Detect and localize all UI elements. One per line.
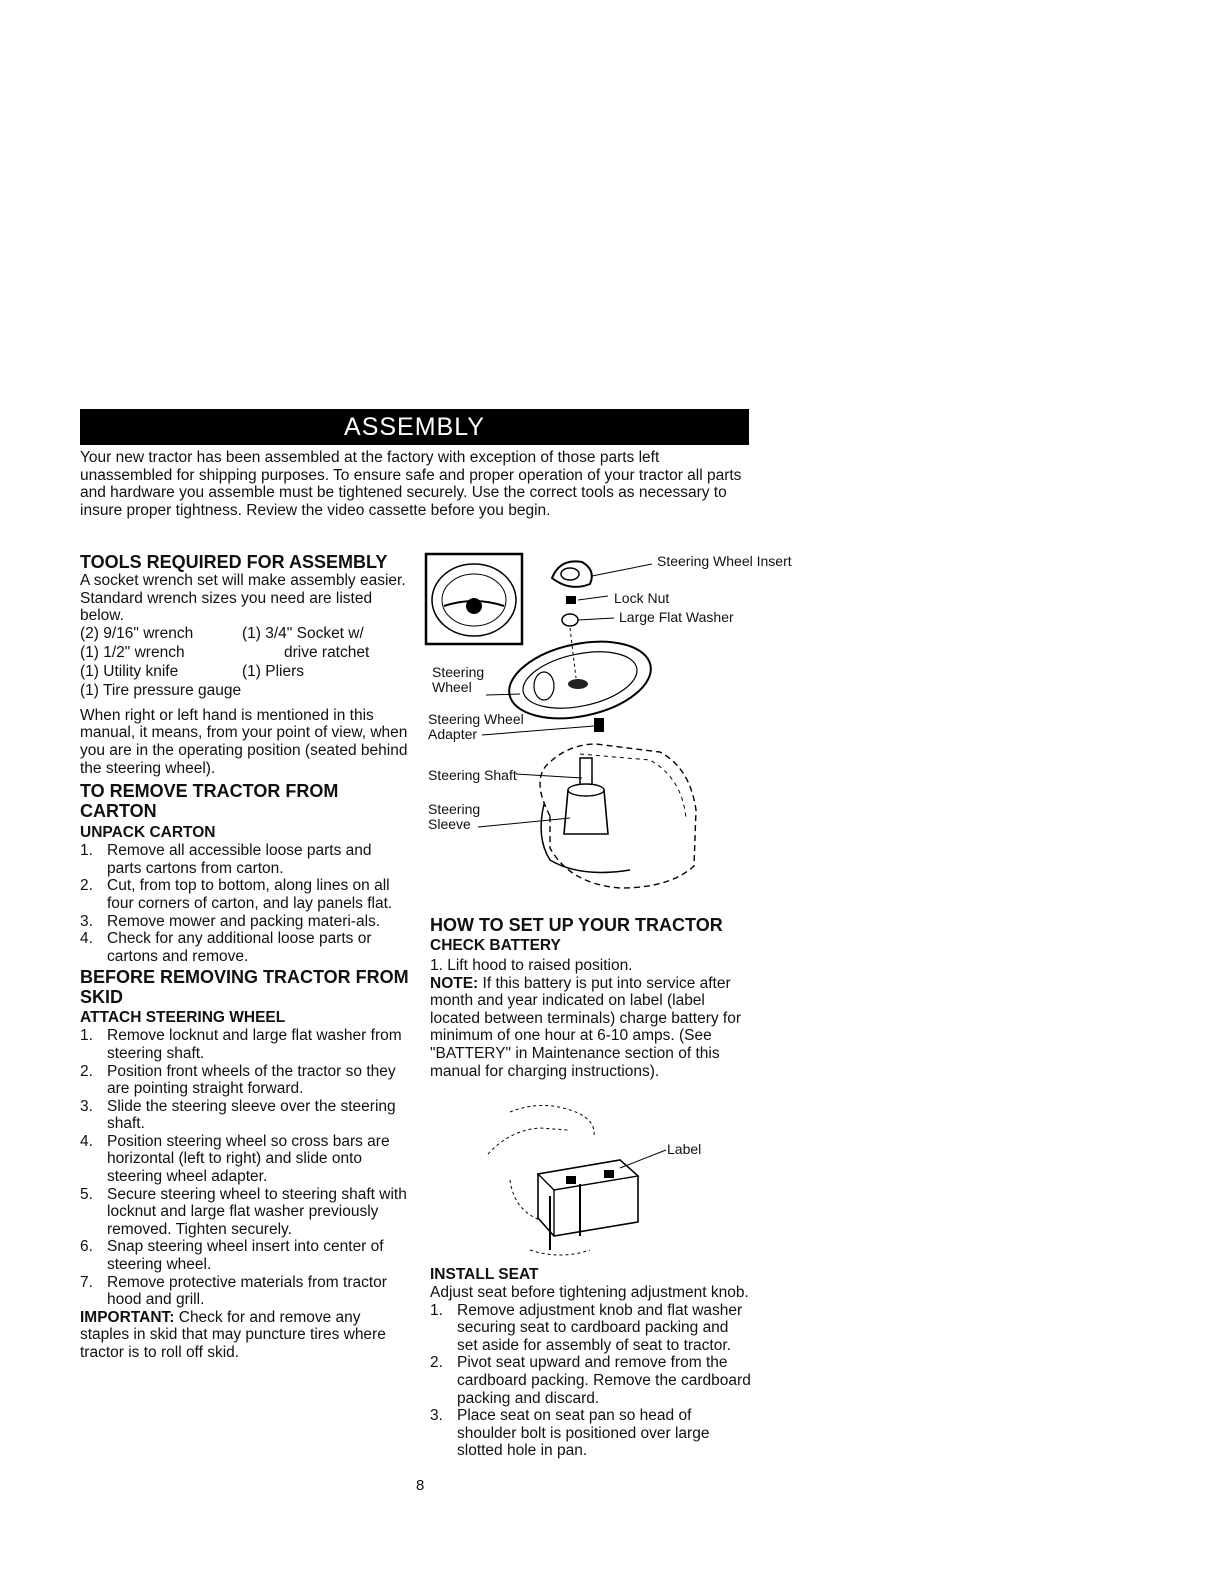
- step-item: [430, 1407, 752, 1460]
- unpack-steps: [80, 842, 410, 965]
- step-item: [80, 930, 410, 965]
- lock-nut-icon: [566, 596, 576, 604]
- step-number: 2.: [430, 1354, 443, 1372]
- unpack-heading: UNPACK CARTON: [80, 824, 216, 842]
- wheel-insert-icon: [552, 561, 592, 587]
- label-insert: Steering Wheel Insert: [657, 553, 792, 569]
- hood-outline: [510, 1105, 594, 1136]
- battery-heading: CHECK BATTERY: [430, 937, 561, 954]
- label-battery-label: Label: [667, 1141, 702, 1157]
- step-text: Cut, from top to bottom, along lines on all four corners of carton, and lay panels flat.: [107, 877, 393, 912]
- seat-steps: [430, 1302, 752, 1460]
- step-item: [80, 1238, 410, 1273]
- step-number: 2.: [80, 1062, 93, 1080]
- step-number: 3.: [80, 912, 93, 930]
- step-item: [80, 842, 410, 877]
- step-number: 1.: [80, 842, 93, 860]
- tool-item: (1) Tire pressure gauge: [80, 681, 242, 699]
- step-number: 4.: [80, 930, 93, 948]
- remove-heading: TO REMOVE TRACTOR FROM CARTON: [80, 781, 339, 822]
- left-column: [80, 552, 410, 1362]
- tool-item: drive ratchet: [284, 643, 370, 661]
- step-text: Pivot seat upward and remove from the cardboard packing. Remove the cardboard packing and discard.: [457, 1354, 751, 1407]
- step-text: Secure steering wheel to steering shaft with locknut and large flat washer previously removed. Tighten securely.: [107, 1185, 407, 1238]
- tools-text: A socket wrench set will make assembly easier. Standard wrench sizes you need are listed below.: [80, 572, 406, 625]
- step-text: Check for any additional loose parts or cartons and remove.: [107, 930, 372, 965]
- step-number: 4.: [80, 1132, 93, 1150]
- hand-note: When right or left hand is mentioned in this manual, it means, from your point of view, when you are in the operating position (seated behind the steering wheel).: [80, 706, 408, 777]
- tool-item: (1) 1/2" wrench: [80, 643, 185, 661]
- step-text: Remove protective materials from tractor hood and grill.: [107, 1273, 387, 1309]
- step-item: [80, 1274, 410, 1309]
- washer-icon: [562, 614, 578, 626]
- important-label: IMPORTANT:: [80, 1308, 175, 1326]
- tool-item: (1) Utility knife: [80, 662, 179, 680]
- step-text: Remove locknut and large flat washer from steering shaft.: [107, 1027, 402, 1062]
- step-text: Remove all accessible loose parts and parts cartons from carton.: [107, 842, 372, 877]
- tool-item: (1) 3/4" Socket w/: [242, 624, 364, 642]
- label-locknut: Lock Nut: [614, 590, 670, 606]
- step-text: Position steering wheel so cross bars are horizontal (left to right) and slide onto steering wheel adapter.: [107, 1132, 390, 1186]
- seat-heading: INSTALL SEAT: [430, 1266, 539, 1283]
- step-item: [430, 1302, 752, 1355]
- attach-wheel-heading: ATTACH STEERING WHEEL: [80, 1009, 286, 1027]
- install-seat-section: [430, 1266, 752, 1460]
- attach-wheel-steps: [80, 1027, 410, 1309]
- battery-note: [430, 975, 750, 1081]
- step-number: 2.: [80, 877, 93, 895]
- tool-item: (1) Pliers: [242, 662, 305, 680]
- tools-list: [80, 625, 410, 701]
- step-item: [80, 1027, 410, 1062]
- step-text: Snap steering wheel insert into center of steering wheel.: [107, 1238, 384, 1274]
- step-item: [80, 877, 410, 912]
- important-note: [80, 1309, 410, 1362]
- setup-heading: HOW TO SET UP YOUR TRACTOR: [430, 915, 723, 935]
- step-item: [430, 1354, 752, 1407]
- battery-diagram: [470, 1100, 710, 1260]
- step-text: Remove adjustment knob and flat washer securing seat to cardboard packing and set aside for assembly of seat to tractor.: [457, 1301, 743, 1354]
- label-sleeve: Steering Sleeve: [428, 801, 481, 832]
- step-number: 1.: [430, 1301, 443, 1319]
- step-number: 6.: [80, 1238, 93, 1256]
- step-item: [80, 1063, 410, 1098]
- skid-heading: BEFORE REMOVING TRACTOR FROM SKID: [80, 967, 409, 1008]
- note-label: NOTE:: [430, 974, 479, 992]
- step-text: Position front wheels of the tractor so they are pointing straight forward.: [107, 1062, 396, 1098]
- seat-text: Adjust seat before tightening adjustment knob.: [430, 1284, 749, 1301]
- battery-step: 1. Lift hood to raised position.: [430, 957, 633, 974]
- label-shaft: Steering Shaft: [428, 767, 517, 783]
- label-wheel: Steering Wheel: [432, 664, 485, 695]
- adapter-icon: [594, 718, 604, 732]
- intro-paragraph: Your new tractor has been assembled at the factory with exception of those parts left unassembled for shipping purposes. To ensure safe and proper operation of your tractor all parts and hardware you assemble must be tightened securely. Use the correct tools as necessary to insure proper tightness. Review the video cassette before you begin.: [80, 449, 742, 519]
- label-adapter: Steering Wheel Adapter: [428, 711, 524, 742]
- important-text: Check for and remove any staples in skid that may puncture tires where tractor is to roll off skid.: [80, 1308, 386, 1361]
- assembly-banner: ASSEMBLY: [80, 409, 749, 445]
- step-item: [80, 1186, 410, 1239]
- step-item: [80, 1133, 410, 1186]
- step-text: Remove mower and packing materi-als.: [107, 912, 381, 930]
- step-number: 5.: [80, 1185, 93, 1203]
- step-number: 7.: [80, 1273, 93, 1291]
- step-text: Place seat on seat pan so head of shoulder bolt is positioned over large slotted hole in pan.: [457, 1407, 710, 1460]
- page-number: 8: [416, 1477, 425, 1494]
- right-column: [430, 915, 750, 1080]
- step-text: Slide the steering sleeve over the steering shaft.: [107, 1097, 396, 1133]
- step-item: [80, 913, 410, 931]
- step-number: 3.: [80, 1097, 93, 1115]
- step-item: [80, 1098, 410, 1133]
- tools-heading: TOOLS REQUIRED FOR ASSEMBLY: [80, 552, 388, 572]
- step-number: 3.: [430, 1407, 443, 1425]
- note-text: If this battery is put into service after month and year indicated on label (label located between terminals) charge battery for minimum of one hour at 6-10 amps. (See "BATTERY" in Maintenance section of this manual for charging instructions).: [430, 974, 742, 1080]
- label-washer: Large Flat Washer: [619, 609, 734, 625]
- step-number: 1.: [80, 1027, 93, 1045]
- tool-item: (2) 9/16" wrench: [80, 624, 194, 642]
